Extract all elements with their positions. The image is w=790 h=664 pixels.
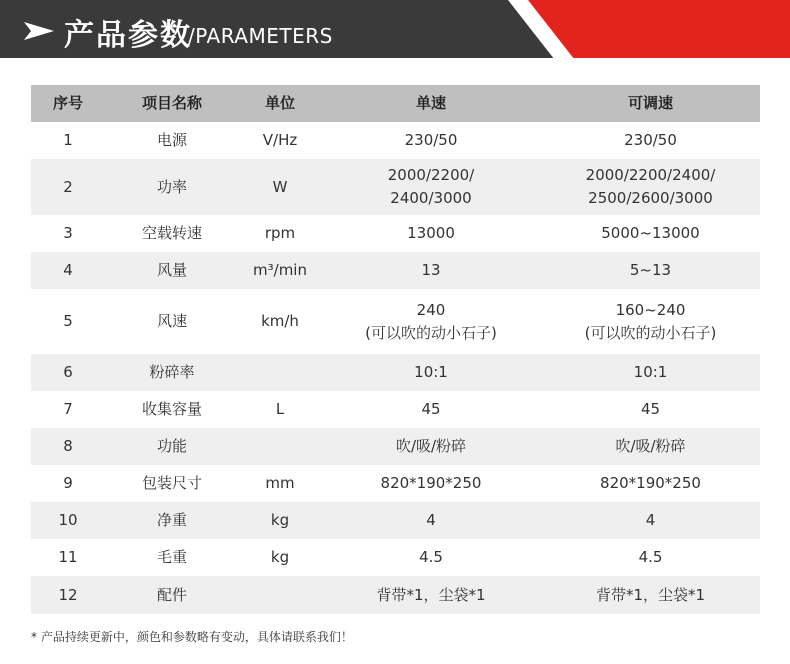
table-cell — [239, 354, 321, 391]
table-row — [31, 502, 760, 539]
table-cell: 160~240 (可以吹的动小石子) — [541, 289, 760, 354]
table-row — [31, 576, 760, 614]
table-row — [31, 354, 760, 391]
table-cell: 吹/吸/粉碎 — [321, 428, 541, 465]
table-cell: 2 — [31, 159, 105, 215]
table-cell: 8 — [31, 428, 105, 465]
table-cell: 收集容量 — [105, 391, 239, 428]
table-cell: 背带*1，尘袋*1 — [541, 576, 760, 614]
table-row — [31, 252, 760, 289]
column-header: 序号 — [31, 85, 105, 122]
table-row — [31, 465, 760, 502]
table-cell: 9 — [31, 465, 105, 502]
table-header-row — [31, 85, 760, 122]
table-cell: 10:1 — [541, 354, 760, 391]
column-header: 可调速 — [541, 85, 760, 122]
table-cell: 功率 — [105, 159, 239, 215]
table-cell: 4 — [31, 252, 105, 289]
table-cell: 包装尺寸 — [105, 465, 239, 502]
table-cell: 12 — [31, 576, 105, 614]
table-cell: 13 — [321, 252, 541, 289]
table-cell: 吹/吸/粉碎 — [541, 428, 760, 465]
column-header: 单位 — [239, 85, 321, 122]
table-cell: 13000 — [321, 215, 541, 252]
table-cell: V/Hz — [239, 122, 321, 159]
table-cell: 1 — [31, 122, 105, 159]
table-cell: 功能 — [105, 428, 239, 465]
column-header: 单速 — [321, 85, 541, 122]
table-cell: 空载转速 — [105, 215, 239, 252]
table-cell: 2000/2200/ 2400/3000 — [321, 159, 541, 215]
table-cell: 风量 — [105, 252, 239, 289]
table-cell: kg — [239, 502, 321, 539]
table-cell: 11 — [31, 539, 105, 576]
table-cell: 风速 — [105, 289, 239, 354]
section-title: 产品参数 — [64, 18, 192, 53]
parameters-table — [31, 85, 760, 614]
table-cell: km/h — [239, 289, 321, 354]
column-header: 项目名称 — [105, 85, 239, 122]
table-cell: 820*190*250 — [541, 465, 760, 502]
table-cell: 4.5 — [541, 539, 760, 576]
table-row — [31, 215, 760, 252]
table-cell: W — [239, 159, 321, 215]
table-cell: 230/50 — [321, 122, 541, 159]
table-row — [31, 159, 760, 215]
table-cell: 3 — [31, 215, 105, 252]
table-cell: 毛重 — [105, 539, 239, 576]
table-row — [31, 289, 760, 354]
table-cell — [239, 428, 321, 465]
arrow-right-icon — [24, 22, 54, 40]
table-cell: mm — [239, 465, 321, 502]
table-cell: 10:1 — [321, 354, 541, 391]
table-cell: 4 — [541, 502, 760, 539]
table-cell: kg — [239, 539, 321, 576]
table-cell: 电源 — [105, 122, 239, 159]
table-cell: 粉碎率 — [105, 354, 239, 391]
table-row — [31, 391, 760, 428]
banner-accent-panel — [528, 0, 790, 58]
table-cell: 5 — [31, 289, 105, 354]
table-cell: 45 — [541, 391, 760, 428]
table-cell — [239, 576, 321, 614]
section-subtitle: /PARAMETERS — [188, 24, 333, 48]
table-row — [31, 539, 760, 576]
table-cell: 6 — [31, 354, 105, 391]
table-cell: 4.5 — [321, 539, 541, 576]
table-cell: 5000~13000 — [541, 215, 760, 252]
table-cell: 240 (可以吹的动小石子) — [321, 289, 541, 354]
table-cell: 820*190*250 — [321, 465, 541, 502]
table-cell: 10 — [31, 502, 105, 539]
table-cell: 背带*1，尘袋*1 — [321, 576, 541, 614]
table-cell: 5~13 — [541, 252, 760, 289]
section-banner — [0, 0, 790, 58]
table-cell: 45 — [321, 391, 541, 428]
table-cell: rpm — [239, 215, 321, 252]
table-cell: 2000/2200/2400/ 2500/2600/3000 — [541, 159, 760, 215]
table-cell: 7 — [31, 391, 105, 428]
footnote: * 产品持续更新中，颜色和参数略有变动，具体请联系我们！ — [31, 630, 353, 644]
table-cell: 净重 — [105, 502, 239, 539]
table-row — [31, 428, 760, 465]
table-row — [31, 122, 760, 159]
table-cell: m³/min — [239, 252, 321, 289]
table-cell: L — [239, 391, 321, 428]
table-cell: 4 — [321, 502, 541, 539]
table-cell: 230/50 — [541, 122, 760, 159]
table-cell: 配件 — [105, 576, 239, 614]
